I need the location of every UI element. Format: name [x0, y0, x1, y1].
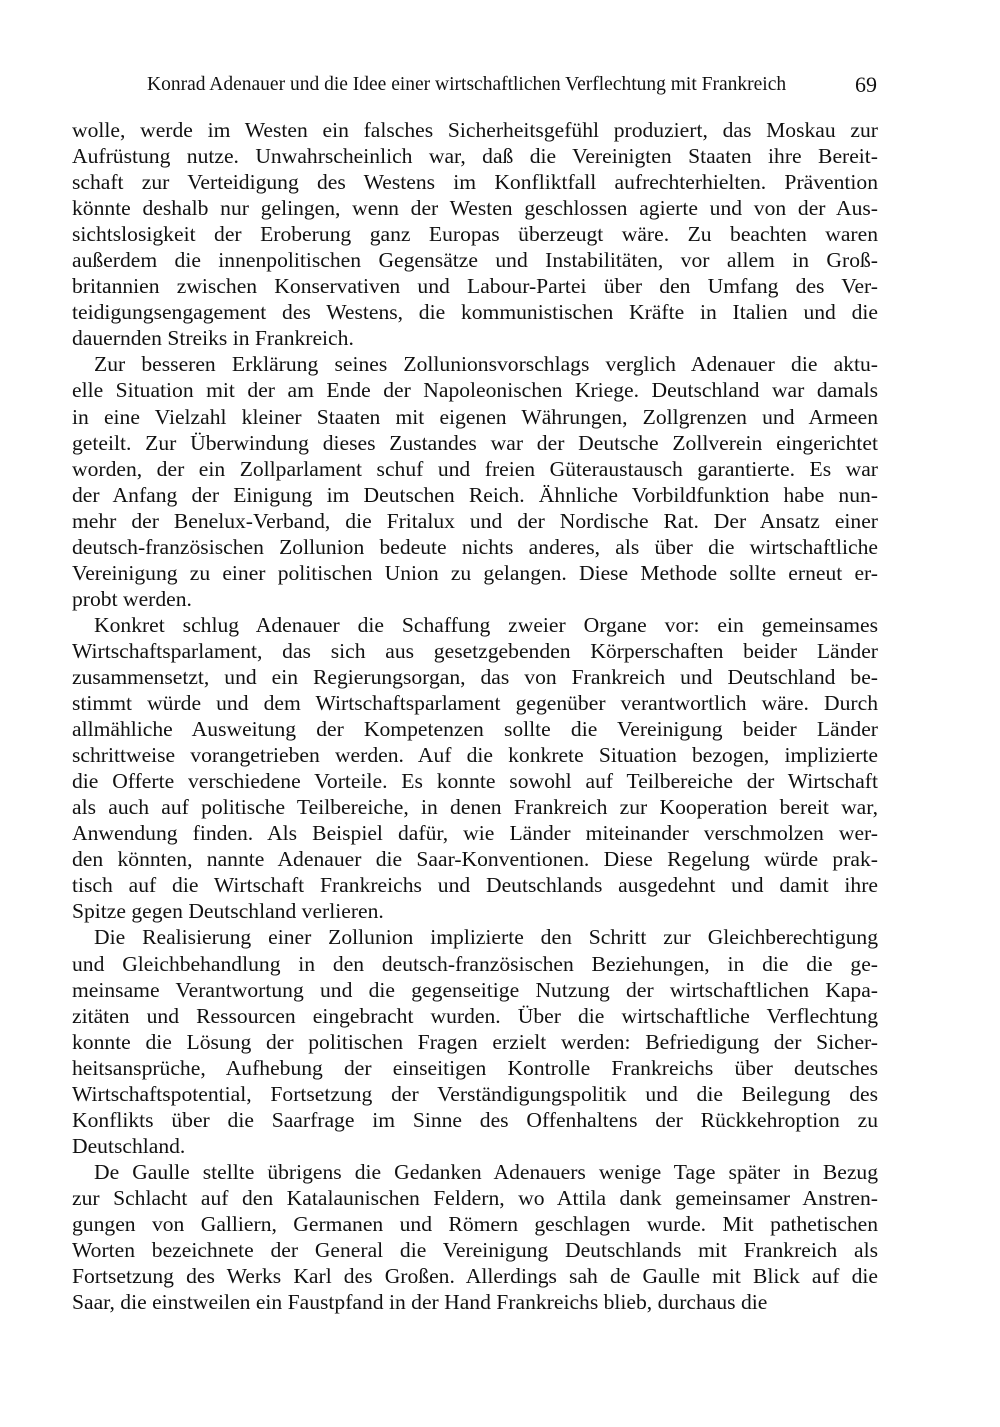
text-line: De Gaulle stellte übrigens die Gedanken Adenauers wenige Tage später in Bezug: [94, 1159, 878, 1184]
text-line: deutsch-französischen Zollunion bedeute nichts anderes, als über die wirtschaftliche: [72, 534, 878, 559]
text-line: Wirtschaftspotential, Fortsetzung der Verständigungspolitik und die Beilegung des: [72, 1081, 878, 1106]
text-line: Zur besseren Erklärung seines Zollunionsvorschlags verglich Adenauer die aktu-: [94, 352, 878, 377]
text-line: gungen von Galliern, Germanen und Römern geschlagen wurde. Mit pathetischen: [72, 1211, 878, 1236]
text-line: könnte deshalb nur gelingen, wenn der Westen geschlossen agierte und von der Aus-: [72, 196, 878, 221]
text-line: Aufrüstung nutze. Unwahrscheinlich war, daß die Vereinigten Staaten ihre Bereit-: [72, 144, 878, 169]
body-text: [72, 117, 878, 1315]
text-line: Deutschland.: [72, 1133, 186, 1158]
paragraph: [72, 924, 878, 1158]
text-line: Anwendung finden. Als Beispiel dafür, wie Länder miteinander verschmolzen wer-: [72, 821, 878, 846]
paragraph: [72, 117, 878, 351]
text-line: Wirtschaftsparlament, das sich aus gesetzgebenden Körperschaften beider Länder: [72, 638, 878, 663]
text-line: Vereinigung zu einer politischen Union zu gelangen. Diese Methode sollte erneut er-: [72, 560, 878, 585]
text-line: elle Situation mit der am Ende der Napoleonischen Kriege. Deutschland war damals: [72, 378, 878, 403]
text-line: mehr der Benelux-Verband, die Fritalux und der Nordische Rat. Der Ansatz einer: [72, 508, 878, 533]
text-line: Konflikts über die Saarfrage im Sinne des Offenhaltens der Rückkehroption zu: [72, 1107, 878, 1132]
text-line: schrittweise vorangetrieben werden. Auf die konkrete Situation bezogen, implizierte: [72, 743, 878, 768]
text-line: zusammensetzt, und ein Regierungsorgan, das von Frankreich und Deutschland be-: [72, 664, 878, 689]
text-line: heitsansprüche, Aufhebung der einseitigen Kontrolle Frankreichs über deutsches: [72, 1055, 878, 1080]
text-line: der Anfang der Einigung im Deutschen Reich. Ähnliche Vorbildfunktion habe nun-: [72, 482, 878, 507]
text-line: Fortsetzung des Werks Karl des Großen. Allerdings sah de Gaulle mit Blick auf die: [72, 1264, 878, 1289]
text-line: konnte die Lösung der politischen Fragen erzielt werden: Befriedigung der Sicher-: [72, 1029, 878, 1054]
text-line: Saar, die einstweilen ein Faustpfand in der Hand Frankreichs blieb, durchaus die: [72, 1290, 768, 1315]
text-line: wolle, werde im Westen ein falsches Sicherheitsgefühl produziert, das Moskau zur: [72, 118, 878, 142]
text-line: außerdem die innenpolitischen Gegensätze und Instabilitäten, vor allem in Groß-: [72, 248, 878, 273]
text-line: geteilt. Zur Überwindung dieses Zustandes war der Deutsche Zollverein eingerichtet: [72, 430, 878, 455]
text-line: teidigungsengagement des Westens, die kommunistischen Kräfte in Italien und die: [72, 300, 878, 325]
paragraph: [72, 351, 878, 611]
text-line: zitäten und Ressourcen eingebracht wurden. Über die wirtschaftliche Verflechtung: [72, 1003, 878, 1028]
text-line: Konkret schlug Adenauer die Schaffung zweier Organe vor: ein gemeinsames: [94, 612, 878, 637]
text-line: den könnten, nannte Adenauer die Saar-Konventionen. Diese Regelung würde prak-: [72, 847, 878, 872]
running-title: Konrad Adenauer und die Idee einer wirtschaftlichen Verflechtung mit Frankreich: [147, 74, 787, 95]
text-line: stimmt würde und dem Wirtschaftsparlament gegenüber verantwortlich wäre. Durch: [72, 691, 878, 716]
text-line: tisch auf die Wirtschaft Frankreichs und Deutschlands ausgedehnt und damit ihre: [72, 873, 878, 898]
running-header: [147, 70, 877, 100]
text-line: sichtslosigkeit der Eroberung ganz Europas überzeugt wäre. Zu beachten waren: [72, 222, 878, 247]
text-line: Spitze gegen Deutschland verlieren.: [72, 899, 384, 924]
text-line: worden, der ein Zollparlament schuf und freien Güteraustausch garantierte. Es war: [72, 456, 878, 481]
text-line: meinsame Verantwortung und die gegenseitige Nutzung der wirtschaftlichen Kapa-: [72, 977, 878, 1002]
text-line: und Gleichbehandlung in den deutsch-französischen Beziehungen, in die die ge-: [72, 951, 878, 976]
text-line: in eine Vielzahl kleiner Staaten mit eigenen Währungen, Zollgrenzen und Armeen: [72, 404, 878, 429]
text-line: dauernden Streiks in Frankreich.: [72, 326, 354, 351]
paragraph: [72, 612, 878, 925]
text-line: allmähliche Ausweitung der Kompetenzen sollte die Vereinigung beider Länder: [72, 717, 878, 742]
text-line: britannien zwischen Konservativen und Labour-Partei über den Umfang des Ver-: [72, 274, 878, 299]
text-line: als auch auf politische Teilbereiche, in denen Frankreich zur Kooperation bereit war,: [72, 795, 878, 820]
text-line: probt werden.: [72, 586, 192, 611]
text-line: Die Realisierung einer Zollunion implizierte den Schritt zur Gleichberechtigung: [94, 925, 878, 950]
text-line: die Offerte verschiedene Vorteile. Es konnte sowohl auf Teilbereiche der Wirtschaft: [72, 769, 878, 794]
text-line: zur Schlacht auf den Katalaunischen Feldern, wo Attila dank gemeinsamer Anstren-: [72, 1185, 878, 1210]
paragraph: [72, 1159, 878, 1315]
page-number: 69: [855, 72, 877, 97]
text-line: Worten bezeichnete der General die Vereinigung Deutschlands mit Frankreich als: [72, 1238, 878, 1263]
text-line: schaft zur Verteidigung des Westens im Konfliktfall aufrechterhielten. Prävention: [72, 170, 878, 195]
